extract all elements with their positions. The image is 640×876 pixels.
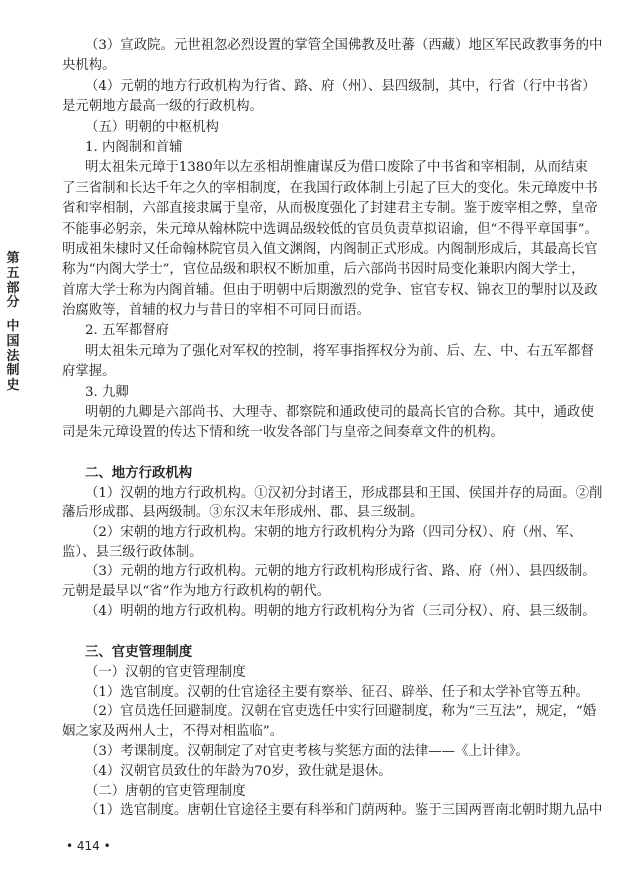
text-line: 明朝的九卿是六部尚书、大理寺、都察院和通政使司的最高长官的合称。其中，通政使 (85, 405, 594, 421)
text-line: （4）汉朝官员致仕的年龄为70岁，致仕就是退休。 (85, 763, 392, 779)
text-line: （五）明朝的中枢机构 (85, 119, 219, 135)
section-heading: 三、官吏管理制度 (85, 644, 193, 660)
text-line: （3）宣政院。元世祖忽必烈设置的掌管全国佛教及吐蕃（西藏）地区军民政教事务的中 (85, 38, 603, 53)
side-tab-subject: 中 国 法 制 史 (6, 319, 20, 394)
text-line: 了三省制和长达千年之久的宰相制度，在我国行政体制上引起了巨大的变化。朱元璋废中书 (62, 180, 598, 196)
text-line: （2）官员选任回避制度。汉朝在官吏选任中实行回避制度，称为“三互法”，规定，“婚 (85, 704, 597, 720)
section-official-management (62, 643, 603, 821)
text-line: （3）元朝的地方行政机构。元朝的地方行政机构形成行省、路、府（州）、县四级制。 (85, 564, 596, 580)
text-line: （一）汉朝的官吏管理制度 (85, 664, 246, 680)
text-line: 称为“内阁大学士”，官位品级和职权不断加重，后六部尚书因时局变化兼职内阁大学士， (62, 262, 585, 278)
section-heading: 二、地方行政机构 (85, 465, 193, 481)
text-line: 是元朝地方最高一级的行政机构。 (62, 99, 263, 115)
text-line: （4）明朝的地方行政机构。明朝的地方行政机构分为省（三司分权）、府、县三级制。 (85, 603, 596, 619)
section-ming-central-institutions (62, 36, 603, 444)
text-line: （2）宋朝的地方行政机构。宋朝的地方行政机构分为路（四司分权）、府（州、军、 (85, 525, 583, 541)
text-line: 司是朱元璋设置的传达下情和统一收发各部门与皇帝之间奏章文件的机构。 (62, 425, 504, 441)
text-line: 明成祖朱棣时又任命翰林院官员入值文渊阁，内阁制正式形成。内阁制形成后，其最高长官 (62, 241, 598, 257)
page-number: • 414 • (66, 839, 111, 853)
text-line: 央机构。 (62, 58, 116, 74)
text-line: 藩后形成郡、县两级制。③东汉末年形成州、郡、县三级制。 (62, 505, 424, 521)
text-line: 明太祖朱元璋于1380年以左丞相胡惟庸谋反为借口废除了中书省和宰相制，从而结束 (85, 160, 588, 176)
text-line: 元朝是最早以“省”作为地方行政机构的朝代。 (62, 584, 331, 600)
text-line: （1）选官制度。唐朝仕官途径主要有科举和门荫两种。鉴于三国两晋南北朝时期九品中 (85, 803, 603, 819)
text-line: （二）唐朝的官吏管理制度 (85, 783, 246, 799)
text-line: 治腐败等，首辅的权力与昔日的宰相不可同日而语。 (62, 303, 370, 319)
text-line: 3. 九卿 (85, 384, 129, 400)
text-line: 省和宰相制，六部直接隶属于皇帝，从而极度强化了封建君主专制。鉴于废宰相之弊，皇帝 (62, 201, 598, 217)
section-local-administration (62, 464, 603, 622)
text-line: （1）汉朝的地方行政机构。①汉初分封诸王，形成郡县和王国、侯国并存的局面。②削 (85, 485, 603, 501)
text-line: （4）元朝的地方行政机构为行省、路、府（州）、县四级制，其中，行省（行中书省） (85, 78, 596, 94)
text-line: 首席大学士称为内阁首辅。但由于明朝中后期激烈的党争、宦官专权、锦衣卫的掣肘以及政 (62, 282, 598, 298)
text-line: 明太祖朱元璋为了强化对军权的控制，将军事指挥权分为前、后、左、中、右五军都督 (85, 343, 594, 359)
text-line: （1）选官制度。汉朝的仕官途径主要有察举、征召、辟举、任子和太学补官等五种。 (85, 684, 589, 700)
text-line: （3）考课制度。汉朝制定了对官吏考核与奖惩方面的法律——《上计律》。 (85, 743, 529, 759)
text-line: 姻之家及两州人士，不得对相监临”。 (62, 724, 284, 740)
text-line: 监）、县三级行政体制。 (62, 544, 203, 560)
side-tab-part: 第 五 部 分 (6, 251, 20, 311)
text-line: 1. 内阁制和首辅 (85, 139, 183, 155)
text-line: 2. 五军都督府 (85, 323, 169, 339)
text-line: 府掌握。 (62, 364, 116, 380)
text-line: 不能事必躬亲，朱元璋从翰林院中选调品级较低的官员负责草拟诏谕，但“不得平章国事”。 (62, 221, 598, 237)
